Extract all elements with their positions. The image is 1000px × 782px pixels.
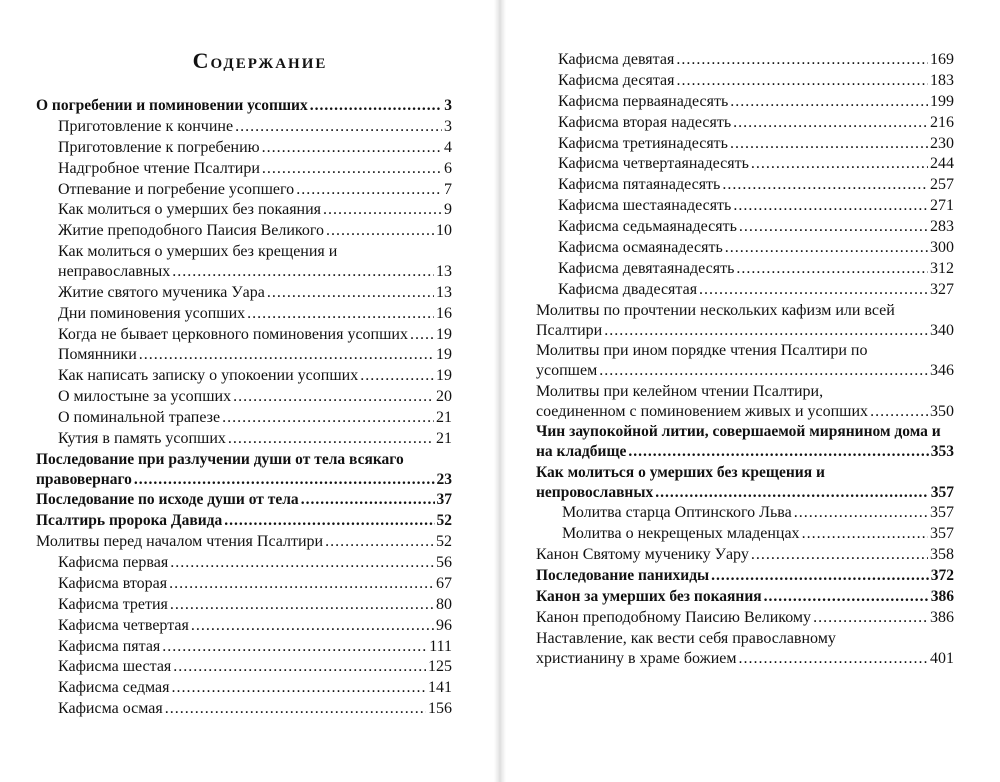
toc-entry-page-number: 67 — [436, 574, 452, 592]
dot-leader — [134, 470, 435, 491]
dot-leader — [323, 200, 442, 221]
toc-entry-title: Как написать записку о упокоении усопших — [58, 367, 359, 385]
toc-entry-title: усопшем — [536, 362, 598, 380]
toc-entry-page-number: 350 — [930, 402, 954, 420]
dot-leader — [739, 217, 928, 238]
right-page — [500, 0, 1000, 782]
toc-entry — [36, 574, 452, 595]
toc-entry-row — [36, 511, 452, 532]
toc-entry-page-number: 96 — [436, 616, 452, 634]
dot-leader — [162, 637, 427, 658]
toc-entry — [36, 345, 452, 366]
toc-entry-title: Канон за умерших без покаяния — [536, 587, 762, 605]
toc-entry-page-number: 52 — [436, 512, 452, 530]
toc-entry-title: Кафисма пятая — [58, 637, 161, 655]
dot-leader — [733, 196, 928, 217]
toc-entry — [36, 96, 452, 117]
toc-entry-title: Кафисма осмаянадесять — [558, 239, 723, 257]
toc-entry-page-number: 346 — [930, 362, 954, 380]
toc-entry-title: Последование панихиды — [536, 566, 710, 584]
toc-entry-title: Помянники — [58, 346, 137, 364]
toc-entry-row — [58, 345, 452, 366]
dot-leader — [139, 345, 434, 366]
dot-leader — [310, 96, 443, 117]
dot-leader — [711, 566, 929, 587]
toc-entry — [36, 117, 452, 138]
toc-entry-title: Надгробное чтение Псалтири — [58, 159, 260, 177]
toc-entry — [36, 532, 452, 553]
toc-entry — [36, 366, 452, 387]
toc-entry-row — [58, 408, 452, 429]
toc-entry-title: Канон Святому мученику Уару — [536, 545, 749, 563]
toc-entry-page-number: 19 — [436, 346, 452, 364]
toc-entry-page-number: 13 — [436, 283, 452, 301]
toc-entry-title: Дни поминовения усопших — [58, 304, 246, 322]
toc-entry-title: Канон преподобному Паисию Великому — [536, 608, 812, 626]
toc-entry-row — [58, 429, 452, 450]
toc-entry-row — [536, 442, 954, 463]
toc-entry-row — [58, 657, 452, 678]
dot-leader — [360, 366, 434, 387]
dot-leader — [247, 304, 434, 325]
toc-entry-title: Кафисма десятая — [558, 71, 675, 89]
toc-entry-page-number: 23 — [436, 470, 452, 488]
toc-entry-title: Отпевание и погребение усопшего — [58, 180, 295, 198]
dot-leader — [224, 511, 434, 532]
toc-entry — [36, 387, 452, 408]
toc-entry — [536, 50, 954, 71]
toc-entry-page-number: 230 — [930, 134, 954, 152]
toc-entry-page-number: 353 — [930, 443, 954, 461]
toc-entry-page-number: 16 — [436, 304, 452, 322]
toc-entry-page-number: 10 — [436, 222, 452, 240]
toc-entry-page-number: 19 — [436, 325, 452, 343]
toc-entry-title: Последование по исходе души от тела — [36, 491, 299, 509]
toc-entry-title: Как молиться о умерших без покаяния — [58, 201, 322, 219]
toc-entry-row — [558, 196, 954, 217]
toc-entry-page-number: 257 — [930, 176, 954, 194]
toc-entry — [36, 637, 452, 658]
toc-entry — [36, 450, 452, 491]
toc-entry — [536, 524, 954, 545]
toc-entry-row — [36, 96, 452, 117]
dot-leader — [262, 138, 442, 159]
toc-entry-title-line: Как молиться о умерших без крещения и — [58, 243, 338, 261]
toc-list-left — [36, 96, 452, 720]
toc-entry-row — [536, 361, 954, 382]
toc-entry — [36, 200, 452, 221]
toc-entry — [36, 242, 452, 283]
toc-entry-row — [58, 325, 452, 346]
dot-leader — [628, 442, 928, 463]
dot-leader — [165, 699, 426, 720]
toc-entry-title: Псалтири — [536, 321, 603, 339]
dot-leader — [725, 238, 928, 259]
toc-entry-row — [58, 616, 452, 637]
toc-entry-page-number: 125 — [428, 658, 452, 676]
toc-list-right — [536, 50, 954, 669]
dot-leader — [262, 159, 442, 180]
dot-leader — [730, 134, 928, 155]
toc-entry-page-number: 244 — [930, 155, 954, 173]
toc-entry-row — [58, 159, 452, 180]
toc-entry-row — [558, 71, 954, 92]
toc-entry — [536, 422, 954, 463]
dot-leader — [751, 545, 928, 566]
toc-entry-page-number: 9 — [444, 201, 452, 219]
toc-entry-title: Кафисма шестая — [58, 658, 172, 676]
toc-entry — [536, 217, 954, 238]
toc-entry — [36, 511, 452, 532]
toc-entry-row — [562, 503, 954, 524]
toc-entry-title: Кафисма девятаянадесять — [558, 259, 735, 277]
toc-entry-title: Молитва старца Оптинского Льва — [562, 504, 792, 522]
toc-entry-row — [558, 50, 954, 71]
toc-entry-title: Приготовление к погребению — [58, 138, 260, 156]
toc-entry — [536, 259, 954, 280]
dot-leader — [410, 325, 434, 346]
toc-entry — [536, 113, 954, 134]
toc-entry-title-line: Молитвы при келейном чтении Псалтири, — [536, 382, 824, 400]
dot-leader — [325, 532, 434, 553]
toc-entry-row — [558, 134, 954, 155]
toc-entry-page-number: 357 — [930, 504, 954, 522]
toc-entry-page-number: 13 — [436, 263, 452, 281]
toc-entry-title: О погребении и поминовении усопших — [36, 97, 308, 114]
toc-entry-page-number: 358 — [930, 545, 954, 563]
dot-leader — [870, 402, 928, 423]
toc-entry-title: правовернаго — [36, 470, 132, 488]
toc-entry-row — [58, 304, 452, 325]
toc-entry-row — [558, 217, 954, 238]
toc-entry-row — [536, 545, 954, 566]
toc-entry-page-number: 3 — [444, 117, 452, 135]
toc-entry-row — [36, 490, 452, 511]
toc-entry-row — [58, 117, 452, 138]
toc-entry — [36, 699, 452, 720]
toc-entry — [536, 280, 954, 301]
toc-entry — [536, 587, 954, 608]
toc-entry-title-line: Наставление, как вести себя православному — [536, 629, 836, 647]
dot-leader — [764, 587, 929, 608]
toc-entry-page-number: 80 — [436, 595, 452, 613]
toc-entry-page-number: 271 — [930, 197, 954, 215]
dot-leader — [169, 574, 434, 595]
toc-entry-page-number: 357 — [930, 525, 954, 543]
toc-entry-row — [536, 321, 954, 342]
toc-entry-title: соединенном с поминовением живых и усопших — [536, 402, 869, 420]
toc-entry — [536, 629, 954, 670]
toc-entry-title: Житие преподобного Паисия Великого — [58, 222, 325, 240]
toc-entry-title: Приготовление к кончине — [58, 117, 234, 135]
toc-entry-row — [536, 649, 954, 670]
toc-entry-title: О поминальной трапезе — [58, 409, 221, 427]
toc-entry-row — [58, 221, 452, 242]
dot-leader — [794, 503, 928, 524]
toc-entry-page-number: 327 — [930, 280, 954, 298]
toc-entry-title-line: Последование при разлучении души от тела всякаго — [36, 450, 404, 468]
dot-leader — [267, 283, 434, 304]
toc-entry-row — [36, 470, 452, 491]
toc-entry-row — [58, 262, 452, 283]
dot-leader — [172, 262, 434, 283]
dot-leader — [736, 259, 928, 280]
toc-entry — [36, 678, 452, 699]
toc-entry-title: Молитва о некрещеных младенцах — [562, 525, 800, 543]
dot-leader — [676, 50, 928, 71]
dot-leader — [191, 616, 434, 637]
toc-entry-title: неправославных — [58, 263, 171, 281]
toc-entry-title: христианину в храме божием — [536, 649, 737, 667]
toc-entry-row — [58, 283, 452, 304]
toc-entry — [536, 134, 954, 155]
dot-leader — [738, 649, 928, 670]
dot-leader — [733, 113, 928, 134]
toc-entry-page-number: 386 — [930, 608, 954, 626]
toc-entry — [36, 408, 452, 429]
toc-entry — [536, 175, 954, 196]
toc-entry-title: Кафисма осмая — [58, 700, 163, 718]
toc-entry — [36, 283, 452, 304]
dot-leader — [222, 408, 434, 429]
dot-leader — [301, 490, 435, 511]
dot-leader — [599, 361, 928, 382]
toc-entry — [536, 566, 954, 587]
toc-entry-page-number: 6 — [444, 159, 452, 177]
toc-entry-title: Когда не бывает церковного поминовения усопших — [58, 325, 408, 343]
toc-entry — [536, 196, 954, 217]
dot-leader — [172, 678, 426, 699]
toc-entry-row — [58, 595, 452, 616]
dot-leader — [676, 71, 928, 92]
toc-entry-page-number: 340 — [930, 321, 954, 339]
toc-entry — [36, 180, 452, 201]
toc-entry — [536, 71, 954, 92]
toc-entry-page-number: 52 — [436, 533, 452, 551]
toc-entry — [36, 304, 452, 325]
toc-entry-title: Кафисма перваянадесять — [558, 92, 729, 110]
toc-entry-row — [58, 387, 452, 408]
dot-leader — [813, 608, 928, 629]
toc-entry-title-line: Как молиться о умерших без крещения и — [536, 463, 825, 481]
toc-entry-row — [536, 566, 954, 587]
toc-entry-title: Кафисма вторая надесять — [558, 113, 732, 131]
toc-entry — [36, 138, 452, 159]
dot-leader — [699, 280, 928, 301]
toc-entry-row — [558, 238, 954, 259]
toc-entry — [36, 553, 452, 574]
toc-entry-row — [558, 175, 954, 196]
toc-entry-title-line: Молитвы по прочтении нескольких кафизм или всей — [536, 301, 895, 319]
toc-entry-page-number: 7 — [444, 180, 452, 198]
dot-leader — [655, 483, 929, 504]
toc-entry-title: Кафисма седмая — [58, 679, 170, 697]
toc-entry-title: Кафисма вторая — [58, 574, 168, 592]
dot-leader — [802, 524, 928, 545]
toc-entry-page-number: 21 — [436, 409, 452, 427]
toc-entry — [36, 595, 452, 616]
dot-leader — [235, 117, 442, 138]
toc-entry-page-number: 216 — [930, 113, 954, 131]
toc-entry — [36, 221, 452, 242]
toc-entry — [36, 657, 452, 678]
toc-entry-row — [58, 366, 452, 387]
toc-entry — [36, 429, 452, 450]
toc-entry-row — [536, 608, 954, 629]
toc-entry-title: Кафисма первая — [58, 554, 169, 572]
toc-entry-page-number: 169 — [930, 51, 954, 68]
toc-entry-title: Кафисма седьмаянадесять — [558, 218, 737, 236]
toc-entry-row — [36, 532, 452, 553]
toc-entry-page-number: 56 — [436, 554, 452, 572]
toc-entry-page-number: 300 — [930, 239, 954, 257]
toc-entry — [536, 382, 954, 423]
dot-leader — [170, 595, 434, 616]
toc-entry-row — [58, 637, 452, 658]
toc-entry-row — [58, 180, 452, 201]
toc-entry-row — [558, 280, 954, 301]
toc-entry-row — [58, 574, 452, 595]
toc-entry-row — [558, 259, 954, 280]
toc-entry — [36, 159, 452, 180]
toc-entry-title: Житие святого мученика Уара — [58, 283, 265, 301]
toc-entry — [36, 325, 452, 346]
toc-entry-page-number: 283 — [930, 218, 954, 236]
toc-entry-title-line: Чин заупокойной литии, совершаемой мирянином дома и — [536, 423, 941, 441]
toc-entry — [536, 301, 954, 342]
toc-entry-row — [58, 678, 452, 699]
toc-entry — [36, 616, 452, 637]
dot-leader — [326, 221, 434, 242]
dot-leader — [170, 553, 434, 574]
toc-entry-title: на кладбище — [536, 443, 627, 461]
toc-entry-page-number: 3 — [444, 97, 452, 114]
dot-leader — [233, 387, 434, 408]
toc-entry-page-number: 111 — [429, 637, 452, 655]
toc-entry-page-number: 183 — [930, 71, 954, 89]
toc-entry — [536, 92, 954, 113]
toc-entry-title: Псалтирь пророка Давида — [36, 512, 223, 530]
toc-entry-title: О милостыне за усопших — [58, 388, 232, 406]
toc-entry-row — [558, 92, 954, 113]
toc-entry-page-number: 199 — [930, 92, 954, 110]
toc-entry-page-number: 21 — [436, 429, 452, 447]
toc-entry-page-number: 4 — [444, 138, 452, 156]
toc-entry-row — [58, 200, 452, 221]
toc-entry-title: Кафисма третиянадесять — [558, 134, 728, 152]
toc-entry-title: Кутия в память усопших — [58, 429, 226, 447]
dot-leader — [173, 657, 426, 678]
toc-entry-page-number: 357 — [930, 483, 954, 501]
toc-entry-row — [58, 138, 452, 159]
toc-entry-title: Кафисма четвертая — [58, 616, 189, 634]
toc-entry-row — [558, 113, 954, 134]
toc-entry-title-line: Молитвы при ином порядке чтения Псалтири по — [536, 342, 868, 360]
toc-entry-title: Кафисма девятая — [558, 51, 675, 68]
toc-entry — [536, 463, 954, 504]
toc-entry-page-number: 372 — [930, 566, 954, 584]
dot-leader — [228, 429, 434, 450]
toc-entry-row — [58, 553, 452, 574]
toc-entry — [36, 490, 452, 511]
toc-entry-page-number: 156 — [428, 700, 452, 718]
toc-entry-title: Кафисма пятаянадесять — [558, 176, 721, 194]
toc-entry — [536, 503, 954, 524]
dot-leader — [722, 175, 928, 196]
toc-entry-page-number: 386 — [930, 587, 954, 605]
dot-leader — [751, 154, 928, 175]
toc-entry — [536, 341, 954, 382]
toc-entry-row — [536, 587, 954, 608]
toc-entry-page-number: 19 — [436, 367, 452, 385]
toc-entry-title: Кафисма шестаянадесять — [558, 197, 732, 215]
toc-entry-title: Молитвы перед началом чтения Псалтири — [36, 533, 324, 551]
toc-entry — [536, 154, 954, 175]
toc-entry-page-number: 37 — [436, 491, 452, 509]
page-title: Содержание — [192, 48, 328, 73]
toc-entry-row — [536, 483, 954, 504]
toc-entry-page-number: 141 — [428, 679, 452, 697]
toc-entry-page-number: 20 — [436, 388, 452, 406]
toc-entry-page-number: 401 — [930, 649, 954, 667]
toc-entry-title: Кафисма четвертаянадесять — [558, 155, 749, 173]
toc-entry-row — [58, 699, 452, 720]
toc-entry — [536, 608, 954, 629]
toc-entry-row — [536, 402, 954, 423]
toc-entry-row — [562, 524, 954, 545]
toc-entry — [536, 238, 954, 259]
toc-entry — [536, 545, 954, 566]
toc-entry-title: Кафисма третия — [58, 595, 168, 613]
dot-leader — [296, 180, 442, 201]
toc-entry-title: непровославных — [536, 483, 654, 501]
dot-leader — [604, 321, 928, 342]
toc-entry-page-number: 312 — [930, 259, 954, 277]
dot-leader — [730, 92, 928, 113]
toc-entry-title: Кафисма двадесятая — [558, 280, 698, 298]
toc-entry-row — [558, 154, 954, 175]
